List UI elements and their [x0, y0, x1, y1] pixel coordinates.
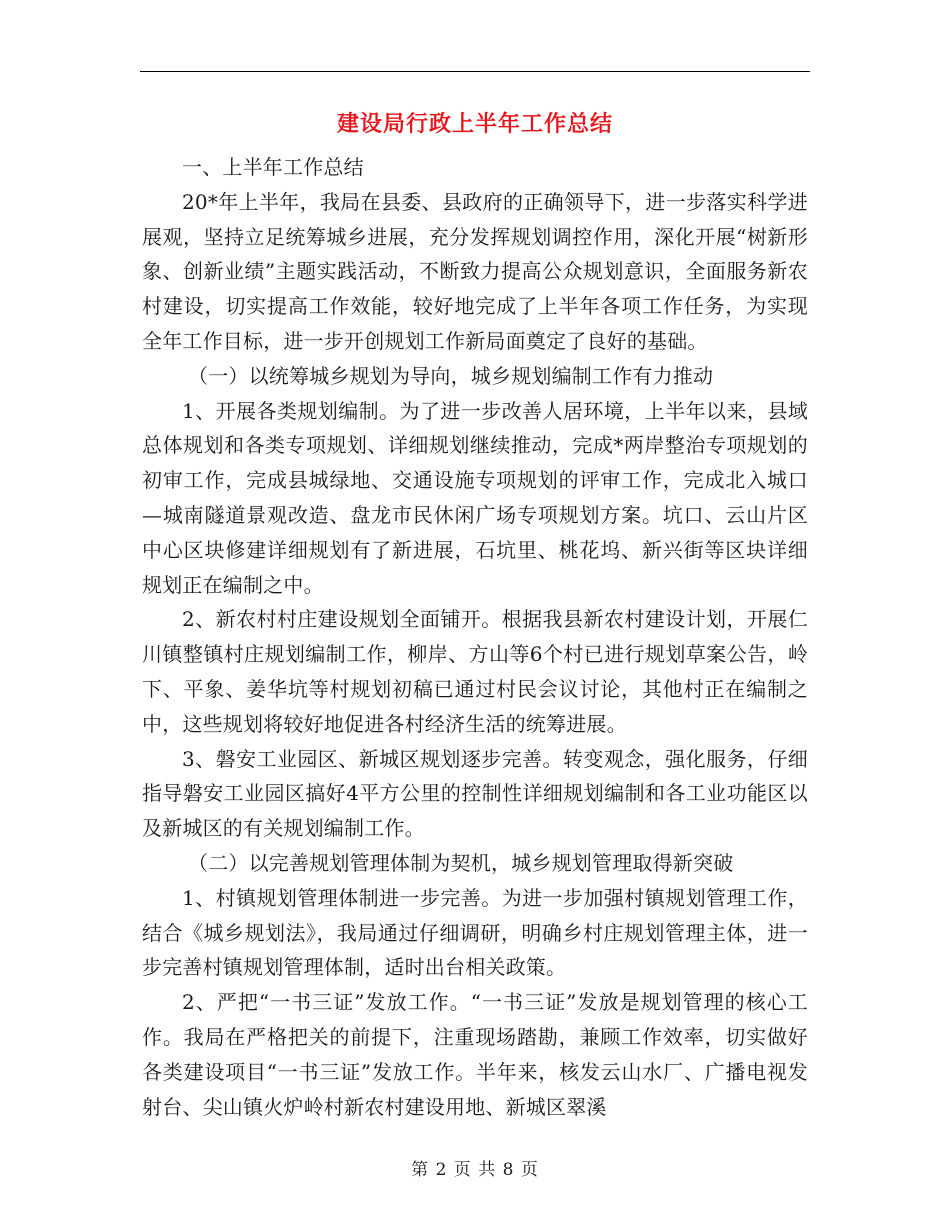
page-number: 第 2 页 共 8 页 — [411, 1160, 539, 1180]
document-title: 建设局行政上半年工作总结 — [336, 112, 613, 137]
header-rule — [140, 71, 810, 72]
subsection-heading: （一）以统筹城乡规划为导向，城乡规划编制工作有力推动 — [188, 363, 714, 388]
body-paragraph: 3、磐安工业园区、新城区规划逐步完善。转变观念，强化服务，仔细指导磐安工业园区搞好4平方公里的控制性详细规划编制和各工业功能区以及新城区的有关规划编制工作。 — [142, 746, 808, 841]
body-paragraph: 2、严把“一书三证”发放工作。“一书三证”发放是规划管理的核心工作。我局在严格把关的前提下，注重现场踏勘，兼顾工作效率，切实做好各类建设项目“一书三证”发放工作。半年来，核发云山水厂、广播电视发射台、尖山镇火炉岭村新农村建设用地、新城区翠溪 — [142, 990, 808, 1119]
body-paragraph: 20*年上半年，我局在县委、县政府的正确领导下，进一步落实科学进展观，坚持立足统筹城乡进展，充分发挥规划调控作用，深化开展“树新形象、创新业绩”主题实践活动，不断致力提高公众规划意识，全面服务新农村建设，切实提高工作效能，较好地完成了上半年各项工作任务，为实现全年工作目标，进一步开创规划工作新局面奠定了良好的基础。 — [142, 189, 808, 353]
body-paragraph: 1、开展各类规划编制。为了进一步改善人居环境，上半年以来，县域总体规划和各类专项规划、详细规划继续推动，完成*两岸整治专项规划的初审工作，完成县城绿地、交通设施专项规划的评审工作，完成北入城口—城南隧道景观改造、盘龙市民休闲广场专项规划方案。坑口、云山片区中心区块修建详细规划有了新进展，石坑里、桃花坞、新兴街等区块详细规划正在编制之中。 — [142, 398, 808, 597]
document-body — [142, 150, 808, 1124]
body-paragraph: 1、村镇规划管理体制进一步完善。为进一步加强村镇规划管理工作，结合《城乡规划法》，我局通过仔细调研，明确乡村庄规划管理主体，进一步完善村镇规划管理体制，适时出台相关政策。 — [142, 885, 808, 980]
body-paragraph: 2、新农村村庄建设规划全面铺开。根据我县新农村建设计划，开展仁川镇整镇村庄规划编制工作，柳岸、方山等6个村已进行规划草案公告，岭下、平象、姜华坑等村规划初稿已通过村民会议讨论，其他村正在编制之中，这些规划将较好地促进各村经济生活的统筹进展。 — [142, 607, 808, 736]
section-heading: 一、上半年工作总结 — [182, 155, 364, 179]
subsection-heading: （二）以完善规划管理体制为契机，城乡规划管理取得新突破 — [188, 850, 734, 875]
